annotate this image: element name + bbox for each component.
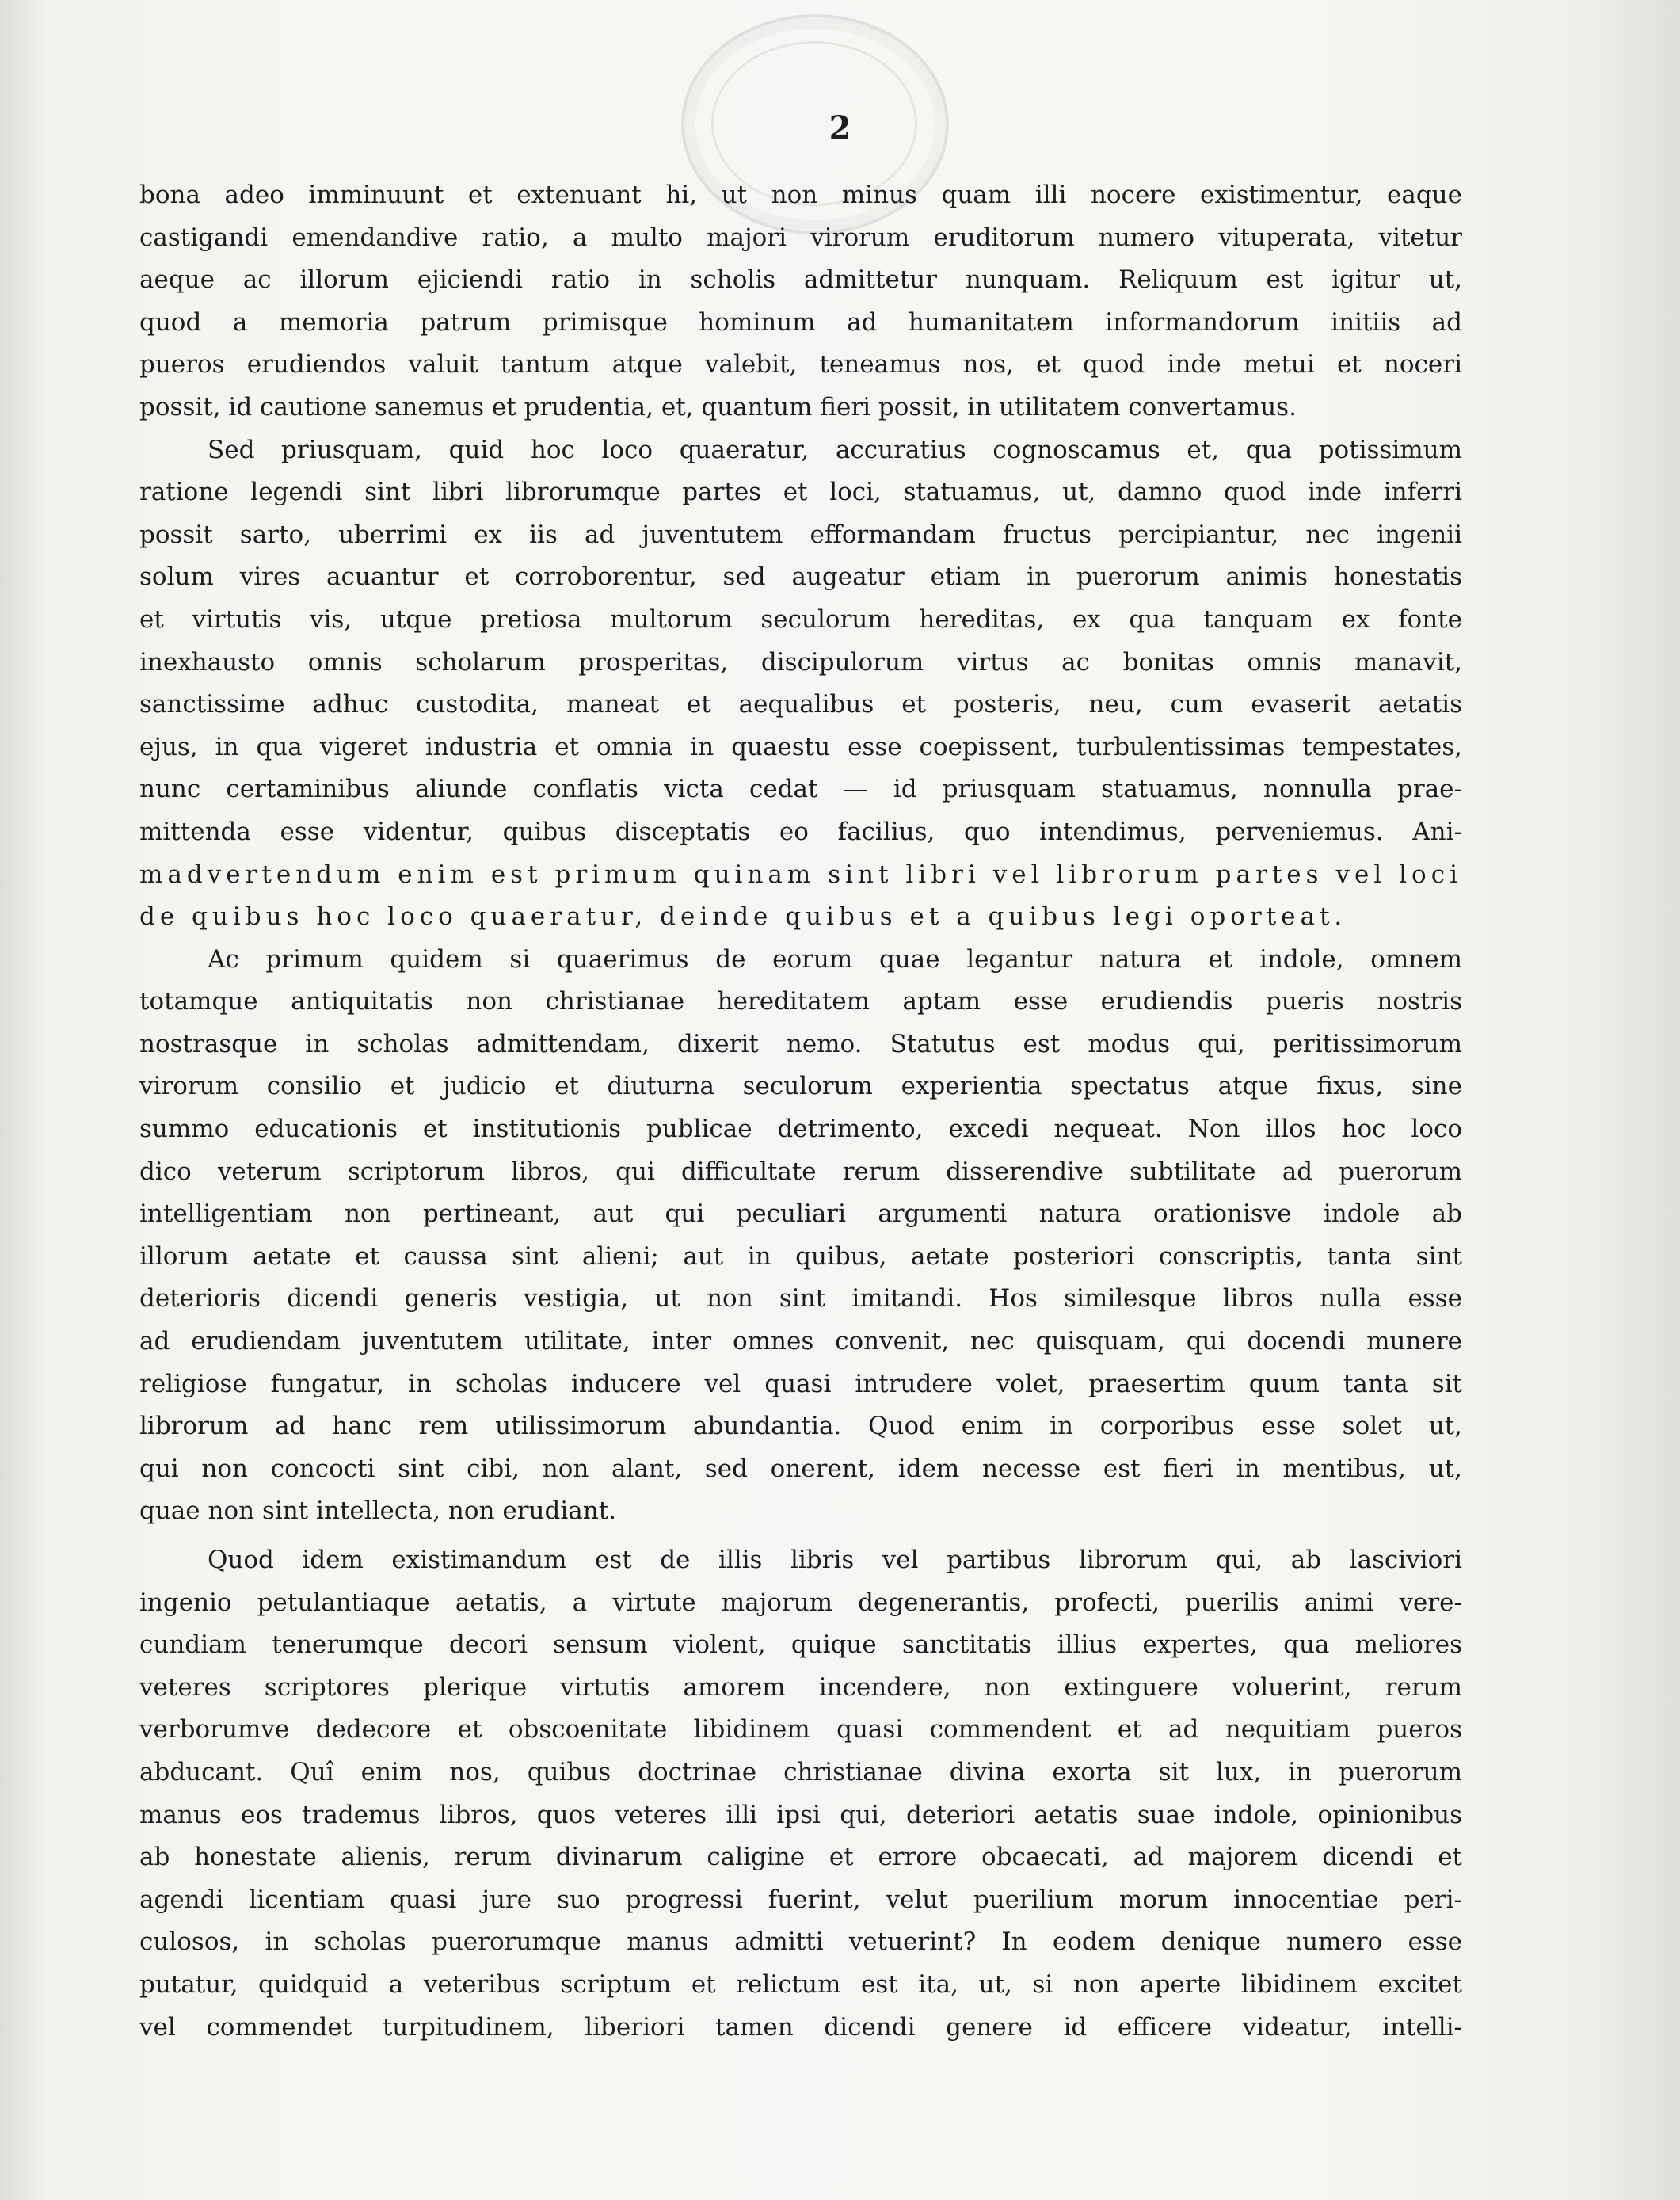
text-line: solum vires acuantur et corroborentur, sed augeatur etiam in puerorum animis honestatis: [139, 562, 1462, 592]
text-line: bona adeo imminuunt et extenuant hi, ut non minus quam illi nocere existimentur, eaque: [139, 181, 1462, 209]
page-number: 2: [829, 109, 851, 147]
body-text: [139, 174, 1462, 2049]
text-line: ingenio petulantiaque aetatis, a virtute majorum degenerantis, profecti, puerilis animi vere-: [139, 1588, 1462, 1617]
text-line: Ac primum quidem si quaerimus de eorum quae legantur natura et indole, omnem: [208, 944, 1462, 974]
text-line: nostrasque in scholas admittendam, dixerit nemo. Statutus est modus qui, peritissimorum: [139, 1029, 1462, 1058]
text-line: qui non concocti sint cibi, non alant, sed onerent, idem necesse est fieri in mentibus, ut,: [139, 1454, 1462, 1483]
text-line: castigandi emendandive ratio, a multo majori virorum eruditorum numero vituperata, vitetur: [139, 223, 1462, 252]
text-line: quae non sint intellecta, non erudiant.: [139, 1497, 617, 1526]
text-line: manus eos trademus libros, quos veteres illi ipsi qui, deteriori aetatis suae indole, opinionibus: [139, 1800, 1462, 1829]
paragraph-4: [139, 1539, 1462, 2049]
paragraph-2: [139, 429, 1462, 939]
text-line: pueros erudiendos valuit tantum atque valebit, teneamus nos, et quod inde metui et noceri: [139, 350, 1462, 379]
text-line: cundiam tenerumque decori sensum violent, quique sanctitatis illius expertes, qua meliores: [139, 1630, 1462, 1660]
text-line: virorum consilio et judicio et diuturna seculorum experientia spectatus atque fixus, sine: [139, 1072, 1462, 1101]
text-line: intelligentiam non pertineant, aut qui peculiari argumenti natura orationisve indole ab: [139, 1199, 1462, 1229]
text-line: totamque antiquitatis non christianae hereditatem aptam esse erudiendis pueris nostris: [139, 987, 1462, 1016]
text-line: summo educationis et institutionis publicae detrimento, excedi nequeat. Non illos hoc loco: [139, 1115, 1462, 1144]
text-line: putatur, quidquid a veteribus scriptum et relictum est ita, ut, si non aperte libidinem excitet: [139, 1969, 1462, 1999]
text-line: ratione legendi sint libri librorumque partes et loci, statuamus, ut, damno quod inde inferri: [139, 478, 1462, 507]
text-line: ad erudiendam juventutem utilitate, inter omnes convenit, nec quisquam, qui docendi munere: [139, 1327, 1462, 1356]
text-line: culosos, in scholas puerorumque manus admitti vetuerint? In eodem denique numero esse: [139, 1927, 1462, 1957]
text-line: illorum aetate et caussa sint alieni; aut in quibus, aetate posteriori conscriptis, tanta sint: [139, 1241, 1462, 1271]
text-line: nunc certaminibus aliunde conflatis victa cedat — id priusquam statuamus, nonnulla prae-: [139, 775, 1462, 804]
paragraph-gap: [139, 1533, 1462, 1539]
text-line: ejus, in qua vigeret industria et omnia in quaestu esse coepissent, turbulentissimas tempestates,: [139, 732, 1462, 761]
paragraph-1: [139, 174, 1462, 429]
paragraph-3: [139, 939, 1462, 1533]
text-line: dico veterum scriptorum libros, qui difficultate rerum disserendive subtilitate ad puerorum: [139, 1157, 1462, 1186]
text-line: inexhausto omnis scholarum prosperitas, discipulorum virtus ac bonitas omnis manavit,: [139, 647, 1462, 677]
text-line-spaced: de quibus hoc loco quaeratur, deinde quibus et a quibus legi oporteat.: [139, 902, 1347, 932]
text-line: et virtutis vis, utque pretiosa multorum seculorum hereditas, ex qua tanquam ex fonte: [139, 604, 1462, 634]
text-line: quod a memoria patrum primisque hominum ad humanitatem informandorum initiis ad: [139, 307, 1462, 337]
text-line: agendi licentiam quasi jure suo progressi fuerint, velut puerilium morum innocentiae peri-: [139, 1885, 1462, 1914]
text-line: veteres scriptores plerique virtutis amorem incendere, non extinguere voluerint, rerum: [139, 1672, 1462, 1702]
text-line: aeque ac illorum ejiciendi ratio in scholis admittetur nunquam. Reliquum est igitur ut,: [139, 265, 1462, 295]
text-line: verborumve dedecore et obscoenitate libidinem quasi commendent et ad nequitiam pueros: [139, 1715, 1462, 1744]
text-line: sanctissime adhuc custodita, maneat et aequalibus et posteris, neu, cum evaserit aetatis: [139, 690, 1462, 719]
text-line: possit, id cautione sanemus et prudentia, et, quantum fieri possit, in utilitatem convertamus.: [139, 392, 1297, 421]
text-line: possit sarto, uberrimi ex iis ad juventutem efformandam fructus percipiantur, nec ingenii: [139, 520, 1462, 549]
text-line: mittenda esse videntur, quibus disceptatis eo facilius, quo intendimus, perveniemus. Ani-: [139, 817, 1462, 846]
text-line: Sed priusquam, quid hoc loco quaeratur, accuratius cognoscamus et, qua potissimum: [208, 435, 1462, 464]
text-line: librorum ad hanc rem utilissimorum abundantia. Quod enim in corporibus esse solet ut,: [139, 1412, 1462, 1441]
text-line: abducant. Quî enim nos, quibus doctrinae christianae divina exorta sit lux, in puerorum: [139, 1757, 1462, 1786]
text-line: religiose fungatur, in scholas inducere vel quasi intrudere volet, praesertim quum tanta sit: [139, 1369, 1462, 1398]
text-line: Quod idem existimandum est de illis libris vel partibus librorum qui, ab lasciviori: [208, 1546, 1462, 1574]
text-line: deterioris dicendi generis vestigia, ut non sint imitandi. Hos similesque libros nulla esse: [139, 1284, 1462, 1314]
text-line: ab honestate alienis, rerum divinarum caligine et errore obcaecati, ad majorem dicendi et: [139, 1843, 1462, 1872]
text-line-spaced: madvertendum enim est primum quinam sint libri vel librorum partes vel loci: [139, 860, 1462, 889]
text-line: vel commendet turpitudinem, liberiori tamen dicendi genere id efficere videatur, intelli-: [139, 2012, 1462, 2042]
